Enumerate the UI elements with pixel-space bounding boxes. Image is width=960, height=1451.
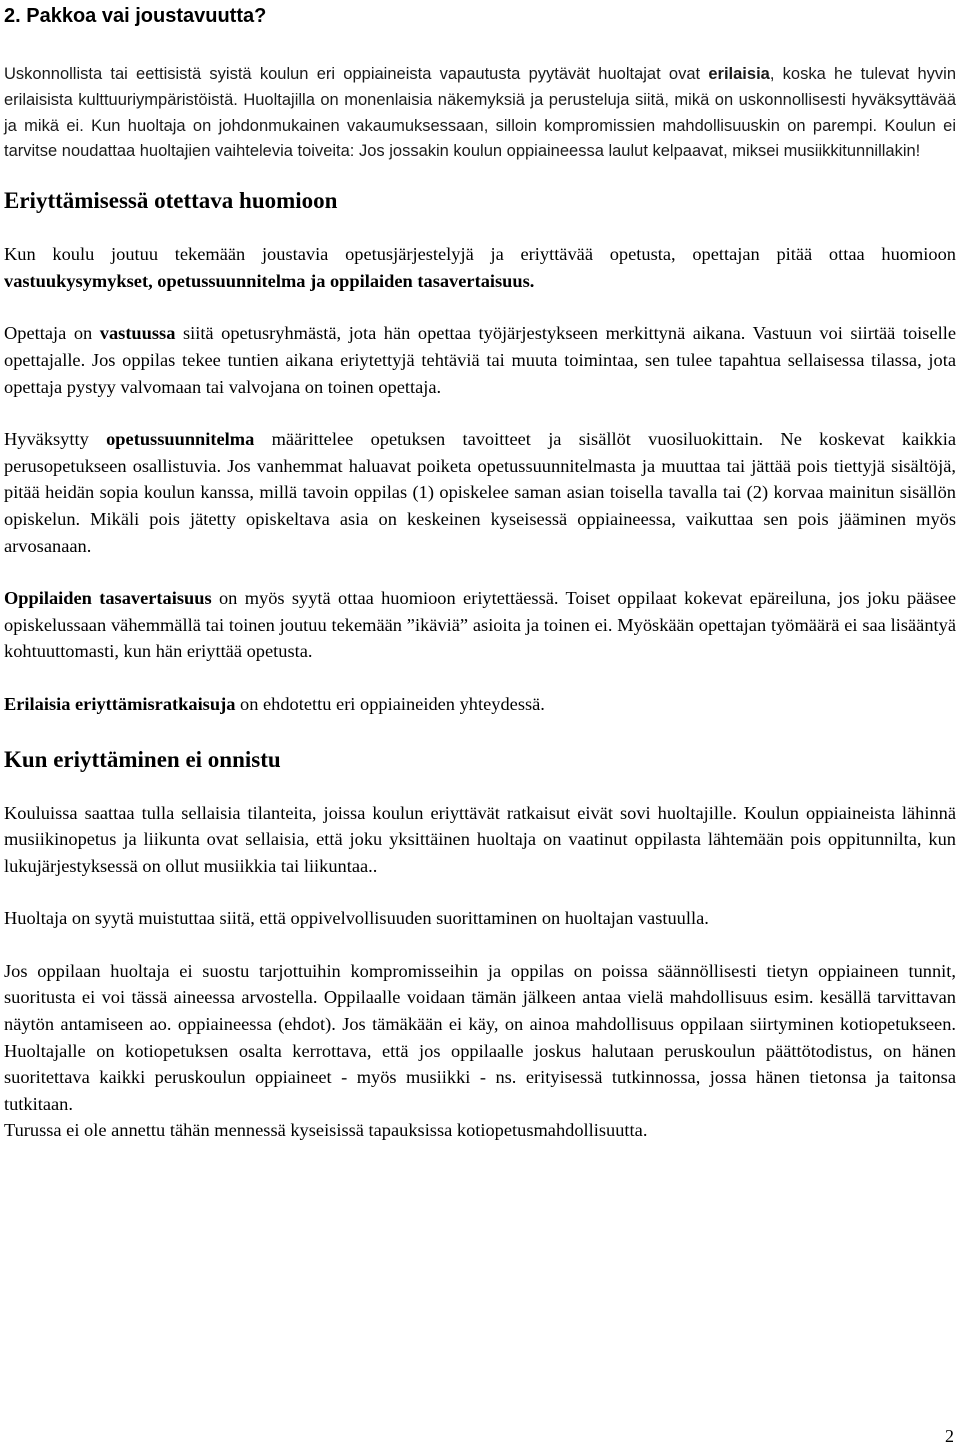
paragraph-kotiopetus: Jos oppilaan huoltaja ei suostu tarjottuihin kompromisseihin ja oppilas on poissa säännöllisesti tietyn oppiaineen tunnit, suoritusta ei voi tässä aineessa arvostella. Oppilaalle voidaan tämän jälkeen antaa vielä mahdollisuus esim. kesällä tarvittavan näytön antamiseen ao. oppiaineessa (ehdot). Jos tämäkään ei käy, on ainoa mahdollisuus oppilaan siirtyminen kotiopetukseen. Huoltajalle on kotiopetuksen osalta kerrottava, että jos oppilaalle joskus halutaan peruskoulun päättötodistus, on hänen suoritettava kaikki peruskoulun oppiaineet - myös musiikki - ns. erityisessä tutkinnossa, jossa hänen tietonsa ja taitonsa tutkitaan. <box>4 960 956 1114</box>
paragraph-opetussuunnitelma: Hyväksytty opetussuunnitelma määrittelee opetuksen tavoitteet ja sisällöt vuosiluokittain. Ne koskevat kaikkia perusopetukseen osallistuvia. Jos vanhemmat haluavat poiketa opetussuunnitelmasta ja muuttaa tai jättää pois tiettyjä sisältöjä, pitää heidän sopia koulun kanssa, millä tavoin oppilas (1) opiskelee saman asian toisella tavalla tai (2) korvaa mainitun sisällön opiskelun. Mikäli pois jätetty opiskeltava asia on keskeinen kyseisessä oppiaineessa, vaikuttaa sen pois jääminen myös arvosanaan. <box>4 429 956 556</box>
page-number: 2 <box>945 1426 954 1446</box>
paragraph-oppivelvollisuus: Huoltaja on syytä muistuttaa siitä, että oppivelvollisuuden suorittaminen on huoltajan vastuulla. <box>4 908 709 929</box>
paragraph-turussa: Turussa ei ole annettu tähän mennessä kyseisissä tapauksissa kotiopetusmahdollisuutta. <box>4 1120 648 1141</box>
paragraph-tasavertaisuus: Oppilaiden tasavertaisuus on myös syytä ottaa huomioon eriytettäessä. Toiset oppilaat kokevat epäreiluna, jos joku pääsee opiskelussaan vähemmällä tai toinen joutuu tekemään ”ikäviä” asioita ja toinen ei. Myöskään opettajan työmäärä ei saa lisääntyä kohtuuttomasti, kun hän eriyttää opetusta. <box>4 588 956 662</box>
section-title: 2. Pakkoa vai joustavuutta? <box>4 5 267 27</box>
paragraph-vastuu: Opettaja on vastuussa siitä opetusryhmästä, jota hän opettaa työjärjestykseen merkittynä aikana. Vastuun voi siirtää toiselle opettajalle. Jos oppilas tekee tuntien aikana eriytettyjä tehtäviä tai muuta toimintaa, sen tulee tapahtua sellaisessa tilassa, jota opettaja pystyy valvomaan tai valvojana on toinen opettaja. <box>4 323 956 397</box>
paragraph-tilanteita: Kouluissa saattaa tulla sellaisia tilanteita, joissa koulun eriyttävät ratkaisut eivät sovi huoltajille. Koulun oppiaineista lähinnä musiikinopetus ja liikunta ovat sellaisia, että joku yksittäinen huoltaja on vaatinut oppilasta lähtemään pois oppitunnilta, kun lukujärjestyksessä on ollut musiikkia tai liikuntaa.. <box>4 802 956 876</box>
heading-eriyttamisessa: Eriyttämisessä otettava huomioon <box>4 188 338 214</box>
document-page <box>4 0 956 1144</box>
heading-ei-onnistu: Kun eriyttäminen ei onnistu <box>4 746 281 772</box>
paragraph-ratkaisuja: Erilaisia eriyttämisratkaisuja on ehdotettu eri oppiaineiden yhteydessä. <box>4 693 545 714</box>
intro-paragraph: Uskonnollista tai eettisistä syistä koulun eri oppiaineista vapautusta pyytävät huoltajat ovat erilaisia, koska he tulevat hyvin erilaisista kulttuuriympäristöistä. Huoltajilla on monenlaisia näkemyksiä ja perusteluja siitä, mikä on uskonnollisesti hyväksyttävää ja mikä ei. Kun huoltaja on johdonmukainen vakaumuksessaan, silloin kompromissien mahdollisuuskin on parempi. Koulun ei tarvitse noudattaa huoltajien vaihtelevia toiveita: Jos jossakin koulun oppiaineessa laulut kelpaavat, miksei musiikkitunnillakin! <box>4 65 956 161</box>
paragraph-huomioon: Kun koulu joutuu tekemään joustavia opetusjärjestelyjä ja eriyttävää opetusta, opettajan pitää ottaa huomioon vastuukysymykset, opetussuunnitelma ja oppilaiden tasavertaisuus. <box>4 244 956 291</box>
